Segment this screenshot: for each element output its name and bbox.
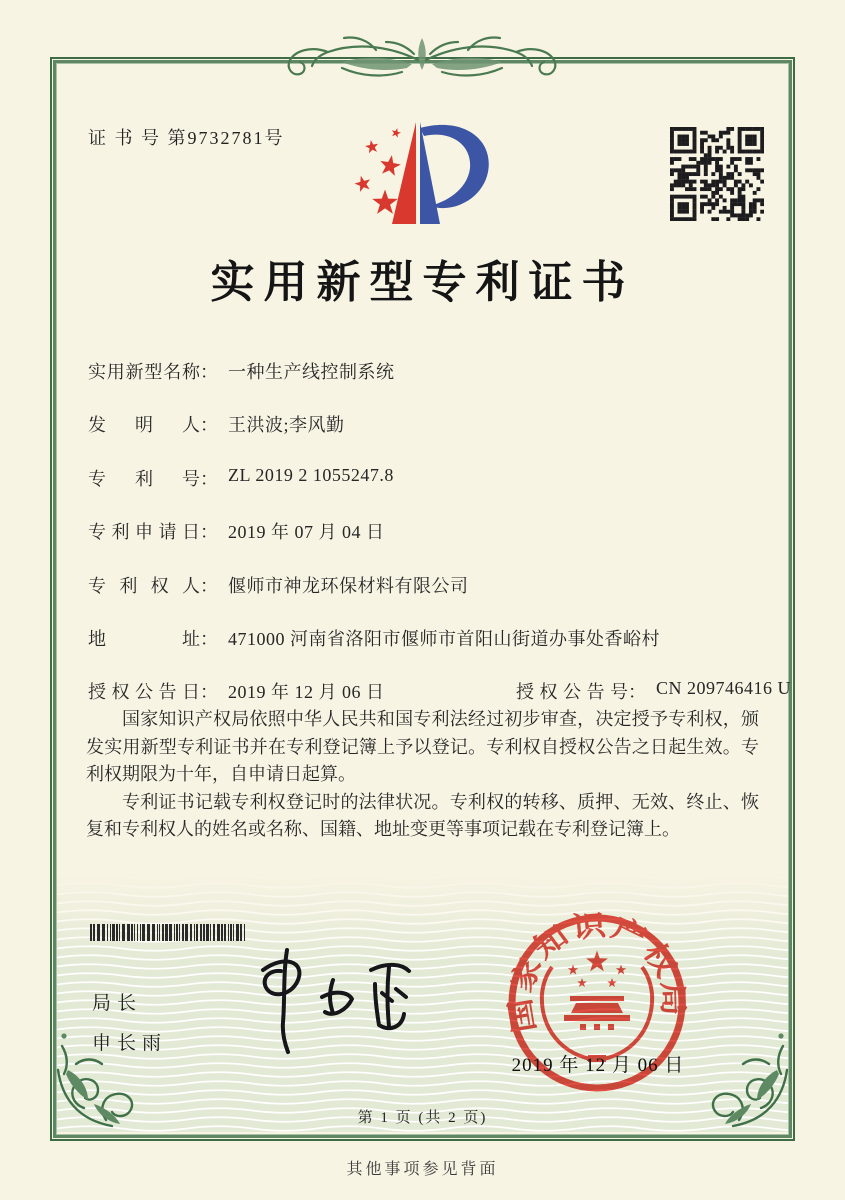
body-paragraph: 专利证书记载专利权登记时的法律状况。专利权的转移、质押、无效、终止、恢复和专利权人的姓名或名称、国籍、地址变更等事项记载在专利登记簿上。: [86, 791, 759, 839]
top-flourish-ornament: [272, 28, 572, 88]
signer-title: 局长: [92, 993, 143, 1014]
field-value: 王洪波;李风勤: [228, 415, 345, 435]
field-row-name: [88, 358, 778, 388]
back-side-note: 其他事项参见背面: [346, 1161, 499, 1178]
field-label: 实用新型名称: [88, 362, 200, 382]
signer-name: 申长雨: [92, 1033, 168, 1054]
field-row-patentee: [88, 572, 778, 602]
field-colon: ：: [200, 362, 218, 382]
field-colon: ：: [200, 629, 218, 649]
logo-stars-icon: [353, 127, 402, 214]
field-colon: ：: [200, 682, 218, 702]
field-row-grant: [88, 678, 792, 708]
field-value: CN 209746416 U: [656, 678, 792, 698]
field-row-address: [88, 625, 778, 655]
field-value: 2019 年 12 月 06 日: [228, 682, 385, 702]
seal-date: 2019 年 12 月 06 日: [511, 1055, 685, 1076]
field-label: 专利申请日: [88, 522, 200, 542]
field-value: 偃师市神龙环保材料有限公司: [228, 576, 469, 596]
field-label: 专利号: [88, 469, 200, 489]
body-paragraph: 国家知识产权局依照中华人民共和国专利法经过初步审查，决定授予专利权，颁发实用新型专利证书并在专利登记簿上予以登记。专利权自授权公告之日起生效。专利权期限为十年，自申请日起算。: [86, 709, 759, 784]
cnipa-logo: [330, 116, 510, 231]
qr-code: [670, 127, 764, 221]
field-colon: ：: [200, 522, 218, 542]
field-row-inventor: [88, 411, 778, 441]
field-colon: ：: [200, 576, 218, 596]
field-value: 一种生产线控制系统: [228, 362, 395, 382]
page-number: 第 1 页 (共 2 页): [357, 1110, 488, 1126]
field-value: ZL 2019 2 1055247.8: [228, 465, 394, 485]
field-value: 2019 年 07 月 04 日: [228, 522, 385, 542]
field-label: 授权公告号: [516, 682, 628, 702]
field-label: 地址: [88, 629, 200, 649]
national-emblem-icon: [542, 951, 652, 1063]
field-colon: ：: [200, 469, 218, 489]
seal-text: 国家知识产权局: [505, 910, 689, 1035]
field-label: 授权公告日: [88, 682, 200, 702]
field-pair-grant-number: [516, 678, 791, 704]
field-colon: ：: [200, 415, 218, 435]
barcode: [90, 924, 248, 941]
logo-spike-blue: [420, 122, 440, 224]
field-colon: ：: [628, 682, 646, 702]
field-row-filing-date: [88, 518, 778, 548]
field-label: 发明人: [88, 415, 200, 435]
legal-text: [86, 706, 759, 844]
field-value: 471000 河南省洛阳市偃师市首阳山街道办事处香峪村: [228, 629, 660, 649]
certificate-number: 证 书 号 第9732781号: [88, 128, 285, 148]
field-label: 专利权人: [88, 576, 200, 596]
logo-spike-red: [392, 122, 416, 224]
field-row-patent-no: [88, 465, 778, 495]
director-signature: [225, 940, 420, 1060]
page-title: 实用新型专利证书: [210, 258, 635, 307]
